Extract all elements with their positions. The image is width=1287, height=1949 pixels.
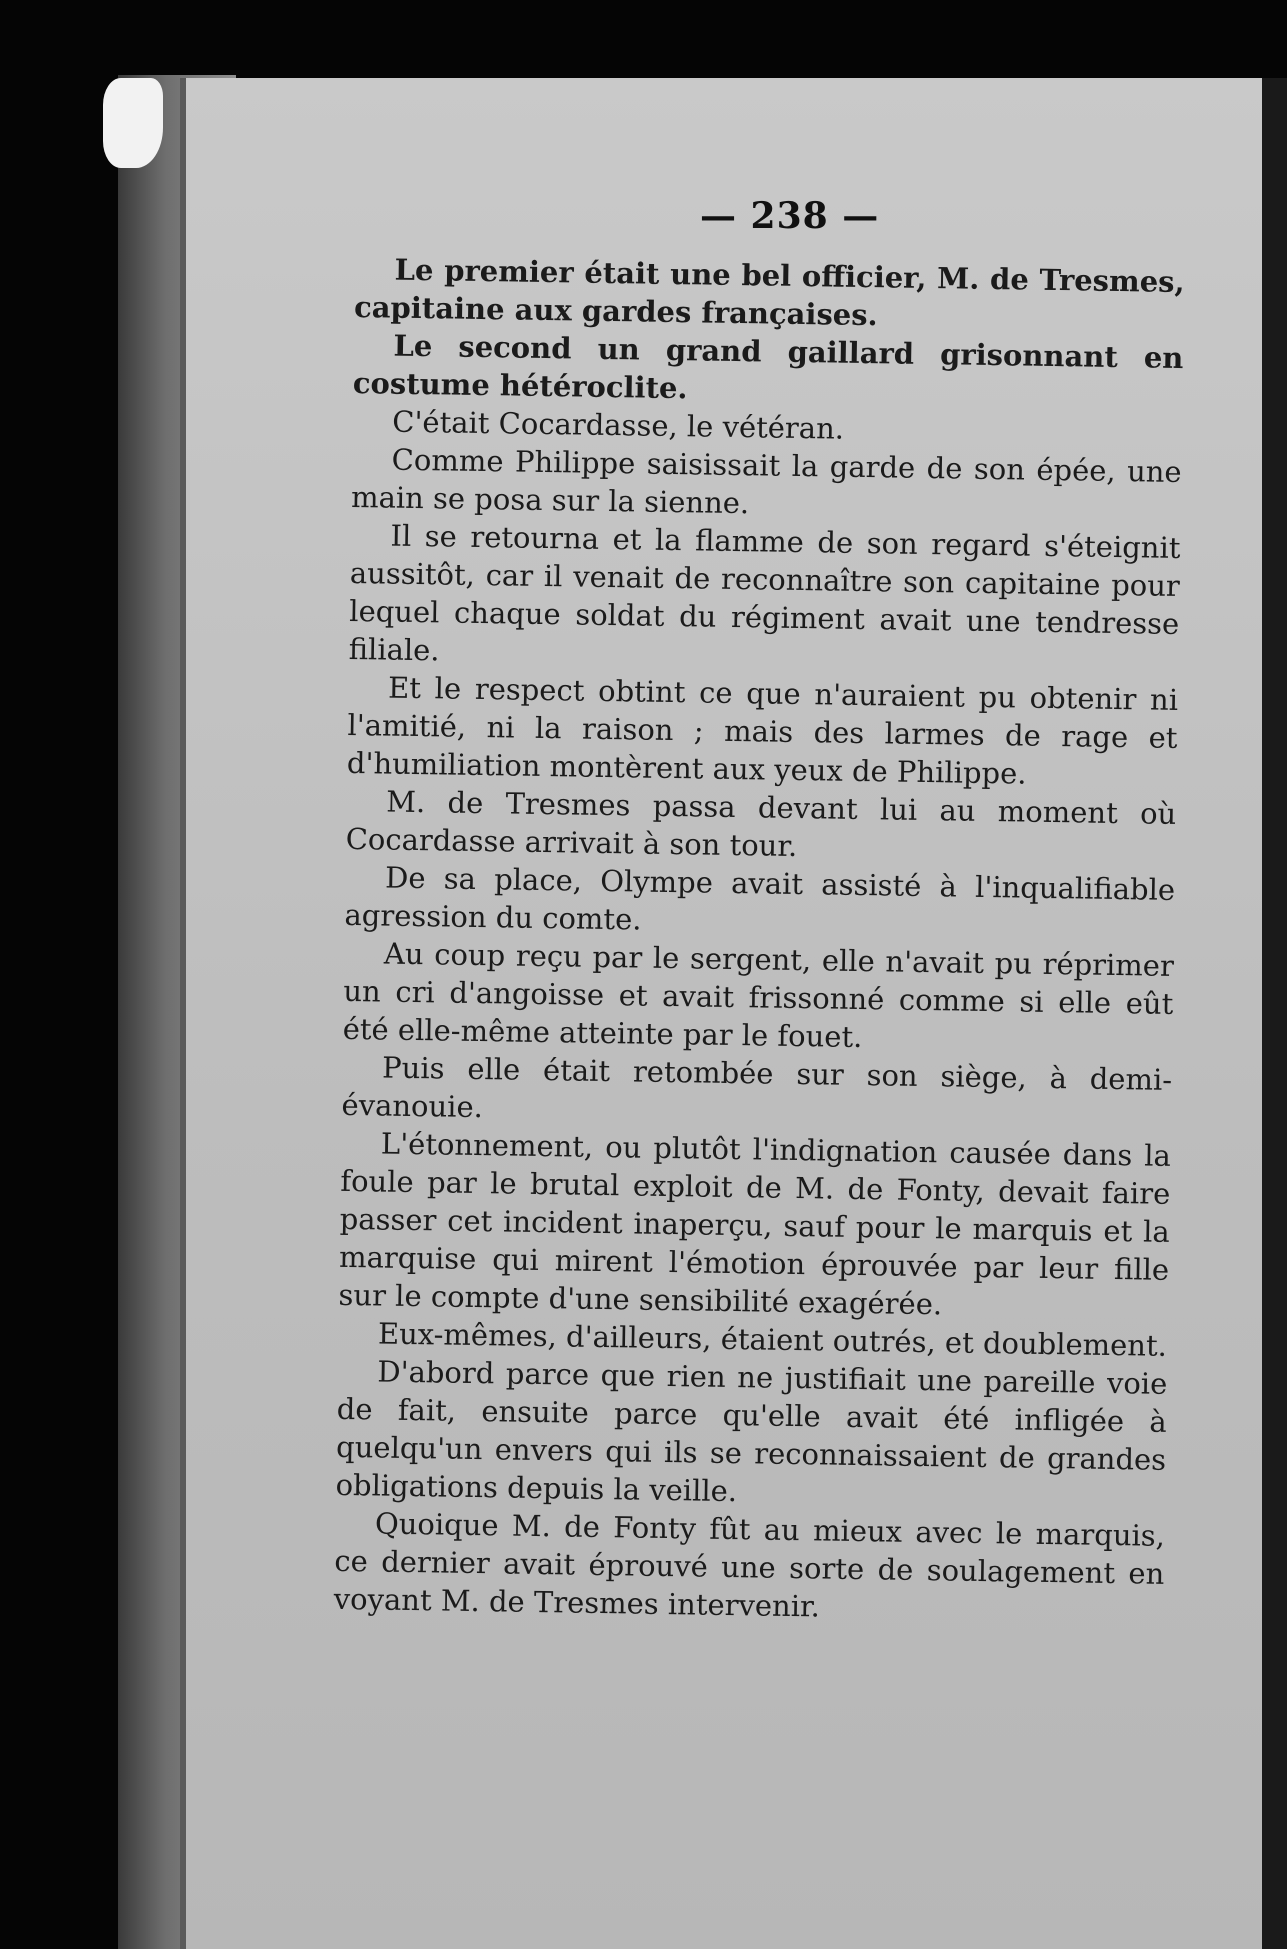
- paragraph: Eux-mêmes, d'ailleurs, étaient outrés, et doublement.: [377, 1316, 1168, 1363]
- paragraph: Au coup reçu par le sergent, elle n'avait pu réprimer un cri d'angoisse et avait frissonné comme si elle eût été elle-même atteinte par le fouet.: [342, 936, 1175, 1055]
- paragraph: De sa place, Olympe avait assisté à l'inqualifiable agression du comte.: [344, 860, 1176, 937]
- paragraph: Quoique M. de Fonty fût au mieux avec le marquis, ce dernier avait éprouvé une sorte de soulagement en voyant M. de Tresmes intervenir.: [333, 1506, 1166, 1624]
- paragraph: Puis elle était retombée sur son siège, à demi-évanouie.: [341, 1050, 1173, 1125]
- paragraph: C'était Cocardasse, le vétéran.: [392, 404, 845, 446]
- paragraph: Comme Philippe saisissait la garde de son épée, une main se posa sur la sienne.: [350, 442, 1182, 521]
- paragraph: Le second un grand gaillard grisonnant en costume hétéroclite.: [352, 328, 1184, 406]
- page-number: — 238 —: [700, 195, 880, 237]
- tape-mark: [103, 78, 163, 168]
- paragraph: Et le respect obtint ce que n'auraient pu obtenir ni l'amitié, ni la raison ; mais des larmes de rage et d'humiliation montèrent aux yeux de Philippe.: [346, 670, 1179, 791]
- paragraph: M. de Tresmes passa devant lui au moment où Cocardasse arrivait à son tour.: [345, 784, 1177, 864]
- paragraph: D'abord parce que rien ne justifiait une pareille voie de fait, ensuite parce qu'elle avait été infligée à quelqu'un envers qui ils se reconnaissaient de grandes obligations depuis la veille.: [335, 1354, 1168, 1509]
- right-border: [1262, 78, 1287, 1949]
- body-text: [334, 250, 1185, 1631]
- paragraph: L'étonnement, ou plutôt l'indignation causée dans la foule par le brutal exploit de M. de Fonty, devait faire passer cet incident inaperçu, sauf pour le marquis et la marquise qui mirent l'émotion éprouvée par leur fille sur le compte d'une sensibilité exagérée.: [338, 1126, 1172, 1322]
- paragraph: Le premier était une bel officier, M. de Tresmes, capitaine aux gardes françaises.: [353, 252, 1185, 333]
- paragraph: Il se retourna et la flamme de son regard s'éteignit aussitôt, car il venait de reconnaître son capitaine pour lequel chaque soldat du régiment avait une tendresse filiale.: [348, 518, 1181, 668]
